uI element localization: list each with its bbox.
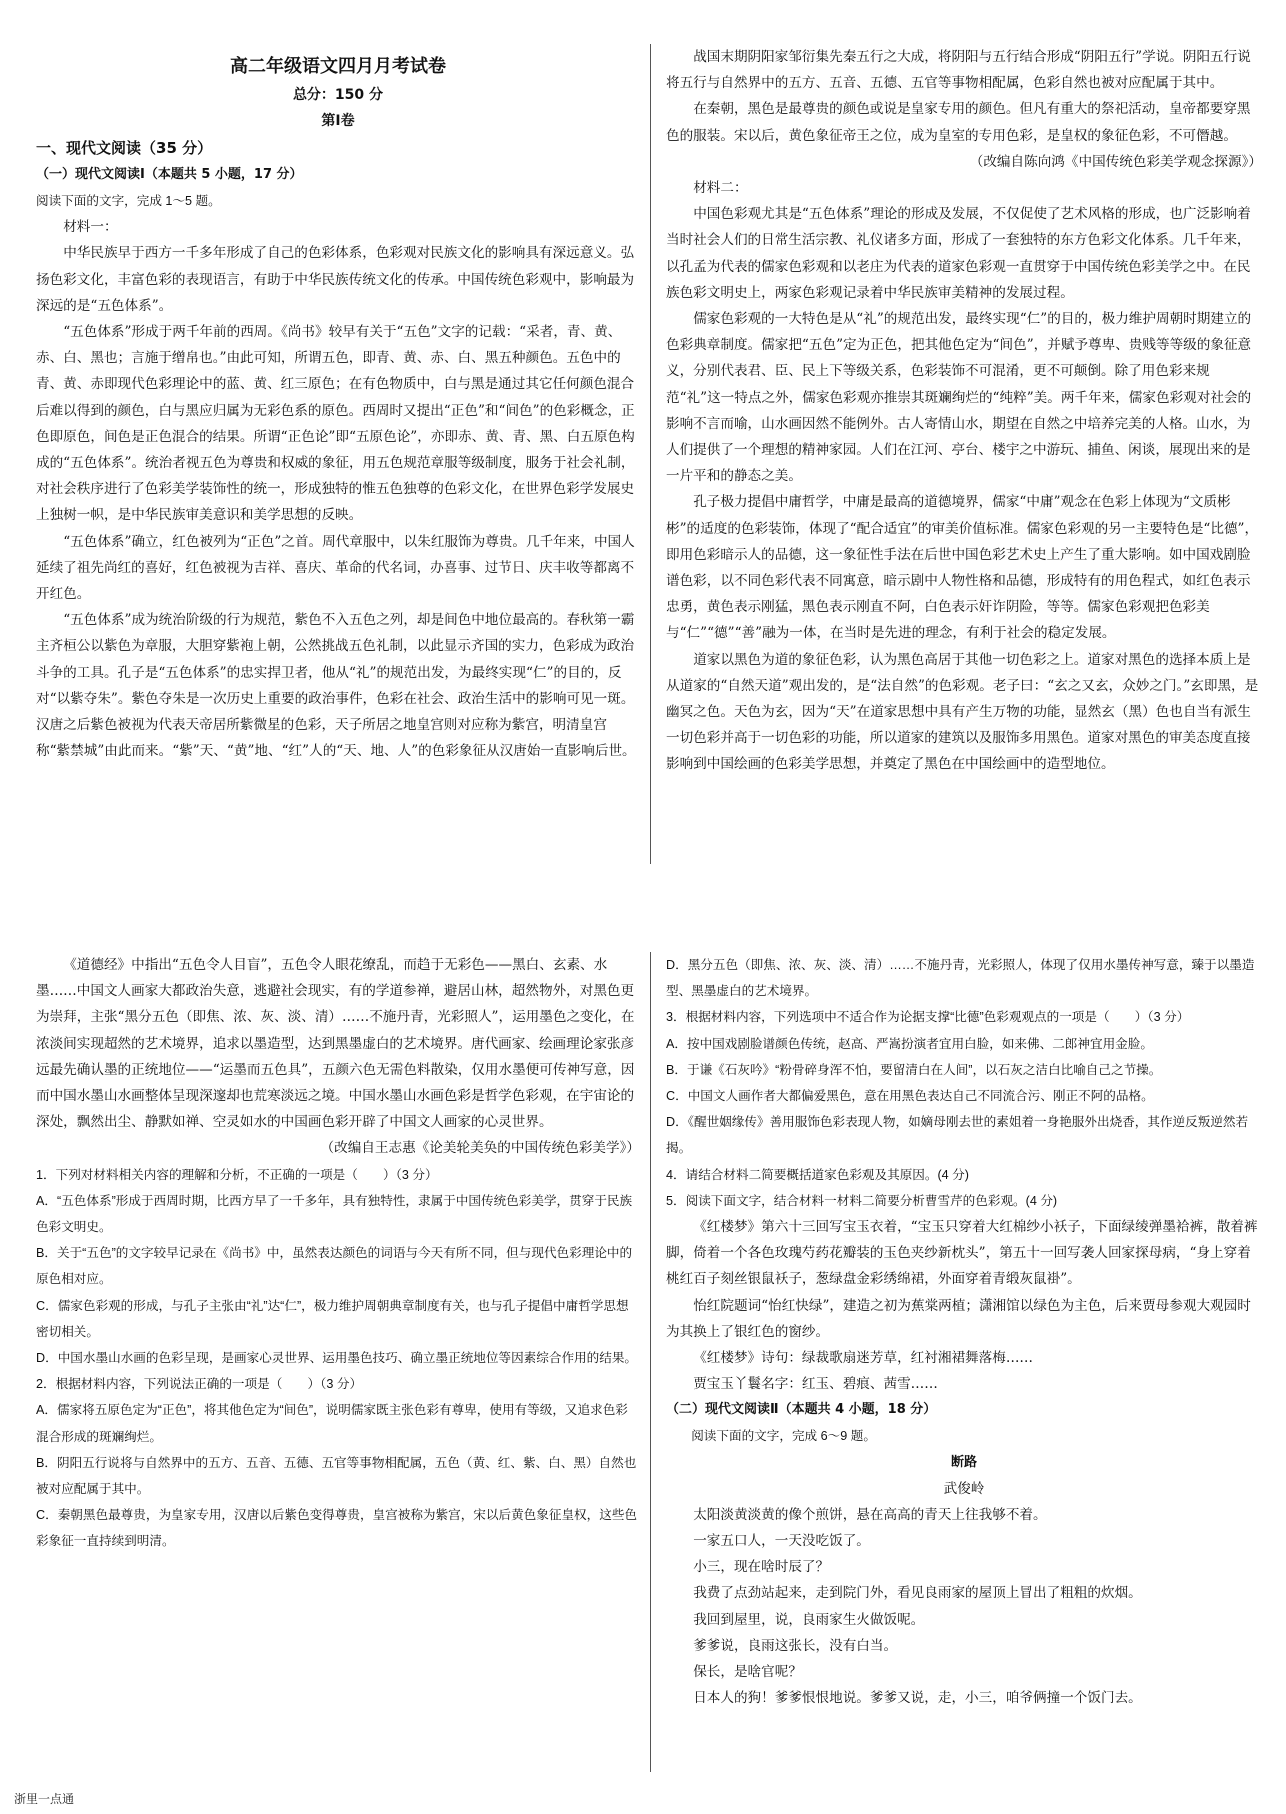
quote-line: 怡红院题词“怡红快绿”，建造之初为蕉棠两植；潇湘馆以绿色为主色，后来贾母参观大观园时为其换上了银红色的窗纱。 xyxy=(666,1297,1251,1340)
story-line: 我回到屋里，说，良雨家生火做饭呢。 xyxy=(693,1611,925,1628)
option: A．按中国戏剧脸谱颜色传统，赵高、严嵩扮演者宜用白脸，如来佛、二郎神宜用金脸。 xyxy=(666,1036,1153,1051)
story-line: 日本人的狗！爹爹恨恨地说。爹爹又说，走，小三，咱爷俩撞一个饭门去。 xyxy=(693,1690,1142,1707)
part2-heading: （二）现代文阅读Ⅱ（本题共 4 小题，18 分） xyxy=(666,1402,937,1418)
paragraph: 在秦朝，黑色是最尊贵的颜色或说是皇家专用的颜色。但凡有重大的祭祀活动，皇帝都要穿黑色的服装。宋以后，黄色象征帝王之位，成为皇室的专用色彩，是皇权的象征色彩，不可僭越。 xyxy=(666,101,1251,144)
material1-label: 材料一： xyxy=(63,219,118,236)
story-line: 我费了点劲站起来，走到院门外，看见良雨家的屋顶上冒出了粗粗的炊烟。 xyxy=(693,1585,1142,1602)
option: B．于谦《石灰吟》“粉骨碎身浑不怕，要留清白在人间”，以石灰之洁白比喻自己之节操。 xyxy=(666,1062,1162,1077)
paragraph: 孔子极力提倡中庸哲学，中庸是最高的道德境界，儒家“中庸”观念在色彩上体现为“文质彬彬”的适度的色彩装饰，体现了“配合适宜”的审美价值标准。儒家色彩观的另一主要特色是“比德”，即用色彩暗示人的品德，这一象征性手法在后世中国色彩艺术史上产生了重大影响。如中国戏剧脸谱色彩，以不同色彩代表不同寓意，暗示剧中人物性格和品德，形成特有的用色程式，如红色表示忠勇，黄色表示刚猛，黑色表示刚直不阿，白色表示奸诈阴险，等等。儒家色彩观把色彩美与“仁”“德”“善”融为一体，在当时是先进的理念，有利于社会的稳定发展。 xyxy=(666,494,1259,642)
instruction: 阅读下面的文字，完成 6～9 题。 xyxy=(691,1429,876,1444)
column-divider-top xyxy=(650,44,651,864)
question-4: 4．请结合材料二简要概括道家色彩观及其原因。(4 分) xyxy=(666,1167,969,1182)
paragraph: 儒家色彩观的一大特色是从“礼”的规范出发，最终实现“仁”的目的，极力维护周朝时期建立的色彩典章制度。儒家把“五色”定为正色，把其他色定为“间色”，并赋予尊卑、贵贱等等级的象征意义，分别代表君、臣、民上下等级关系，色彩装饰不可混淆，更不可颠倒。除了用色彩来规范“礼”这一特点之外，儒家色彩观亦推崇其斑斓绚烂的“纯粹”美。两千年来，儒家色彩观对社会的影响不言而喻，山水画因然不能例外。古人寄情山水，期望在自然之中培养完美的人格。山水，为人们提供了一个理想的精神家园。人们在江河、亭台、楼宇之中游玩、捕鱼、闲谈，展现出来的是一片平和的静态之美。 xyxy=(666,311,1252,485)
question-1: 1．下列对材料相关内容的理解和分析，不正确的一项是（ ）（3 分） xyxy=(36,1167,438,1182)
material2-label: 材料二： xyxy=(693,180,748,197)
story-title: 断路 xyxy=(950,1454,977,1470)
option: B．关于“五色”的文字较早记录在《尚书》中，虽然表达颜色的词语与今天有所不同，但与现代色彩理论中的原色相对应。 xyxy=(36,1246,633,1287)
story-line: 一家五口人，一天没吃饭了。 xyxy=(693,1533,870,1550)
story-line: 太阳淡黄淡黄的像个煎饼，悬在高高的青天上往我够不着。 xyxy=(693,1506,1047,1523)
material1-source: （改编自陈向鸿《中国传统色彩美学观念探源》） xyxy=(969,153,1262,170)
part1-heading: （一）现代文阅读Ⅰ（本题共 5 小题，17 分） xyxy=(36,167,303,182)
column-bottom-right xyxy=(666,952,1262,1711)
quote-line: 贾宝玉丫鬟名字：红玉、碧痕、茜雪…… xyxy=(693,1376,938,1393)
column-top-right xyxy=(666,44,1262,778)
option: C．儒家色彩观的形成，与孔子主张由“礼”达“仁”，极力维护周朝典章制度有关，也与孔子提倡中庸哲学思想密切相关。 xyxy=(36,1298,629,1339)
column-divider-bottom xyxy=(650,952,651,1772)
material2-source: （改编自王志惠《论美轮美奂的中国传统色彩美学》） xyxy=(320,1140,640,1157)
option: D．中国水墨山水画的色彩呈现，是画家心灵世界、运用墨色技巧、确立墨正统地位等因素综合作用的结果。 xyxy=(36,1351,638,1366)
story-line: 小三，现在啥时辰了？ xyxy=(693,1559,830,1576)
section-heading: 一、现代文阅读（35 分） xyxy=(36,139,213,157)
paragraph: 战国末期阴阳家邹衍集先秦五行之大成，将阴阳与五行结合形成“阴阳五行”学说。阴阳五行说将五行与自然界中的五方、五音、五德、五官等事物相配属，色彩自然也被对应配属于其中。 xyxy=(666,49,1251,92)
paragraph: 道家以黑色为道的象征色彩，认为黑色高居于其他一切色彩之上。道家对黑色的选择本质上是从道家的“自然天道”观出发的，是“法自然”的色彩观。老子曰：“玄之又玄，众妙之门。”玄即黑，是幽冥之色。天色为玄，因为“天”在道家思想中具有产生万物的功能，显然玄（黑）色也自当有派生一切色彩并高于一切色彩的功能，所以道家的建筑以及服饰多用黑色。道家对黑色的审美态度直接影响到中国绘画的色彩美学思想，并奠定了黑色在中国绘画中的造型地位。 xyxy=(666,651,1259,773)
story-line: 保长，是啥官呢？ xyxy=(693,1664,802,1681)
option: D．《醒世姻缘传》善用服饰色彩表现人物，如嫡母刚去世的素姐着一身艳服外出烧香，其作逆反叛逆然若揭。 xyxy=(666,1115,1249,1156)
paragraph: 《道德经》中指出“五色令人目盲”，五色令人眼花缭乱，而趋于无彩色——黑白、玄素、水墨……中国文人画家大都政治失意，逃避社会现实，有的学道参禅，避居山林，超然物外，对黑色更为崇拜，主张“黑分五色（即焦、浓、灰、淡、清）……不施丹青，光彩照人”，运用墨色之变化，在浓淡间实现超然的艺术境界，追求以墨造型，达到黑墨虚白的艺术境界。唐代画家、绘画理论家张彦远最先确认墨的正统地位——“运墨而五色具”，五颜六色无需色料散染，仅用水墨便可传神写意，因而中国水墨山水画整体呈现深邃却也荒寒淡远之境。中国水墨山水画色彩是哲学色彩观，在宇宙论的深处，飘然出尘、静默如禅、空灵如水的中国画色彩开辟了中国文人画家的心灵世界。 xyxy=(36,957,635,1131)
footer-watermark: 浙里一点通 xyxy=(14,1792,75,1806)
exam-title: 高二年级语文四月月考试卷 xyxy=(230,56,446,77)
quote-line: 《红楼梦》第六十三回写宝玉衣着，“宝玉只穿着大红棉纱小袄子，下面绿绫弹墨袷裤，散着裤脚，倚着一个各色玫瑰芍药花瓣装的玉色夹纱新枕头”，第五十一回写袭人回家探母病，“身上穿着桃红百子刻丝银鼠袄子，葱绿盘金彩绣绵裙，外面穿着青缎灰鼠褂”。 xyxy=(666,1219,1258,1288)
instruction: 阅读下面的文字，完成 1～5 题。 xyxy=(36,194,221,208)
option: A．儒家将五原色定为“正色”，将其他色定为“间色”，说明儒家既主张色彩有尊卑，使用有等级，又追求色彩混合形成的斑斓绚烂。 xyxy=(36,1403,628,1444)
paragraph: “五色体系”确立，红色被列为“正色”之首。周代章服中，以朱红服饰为尊贵。几千年来，中国人延续了祖先尚红的喜好，红色被视为吉祥、喜庆、革命的代名词，办喜事、过节日、庆丰收等都离不开红色。 xyxy=(36,533,635,603)
option: C．中国文人画作者大都偏爱黑色，意在用黑色表达自己不同流合污、刚正不阿的品格。 xyxy=(666,1089,1154,1104)
story-author: 武俊岭 xyxy=(943,1480,985,1497)
option: B．阴阳五行说将与自然界中的五方、五音、五德、五官等事物相配属，五色（黄、红、紫、白、黑）自然也被对应配属于其中。 xyxy=(36,1455,637,1497)
column-bottom-left xyxy=(36,952,640,1555)
option: D．黑分五色（即焦、浓、灰、淡、清）……不施丹青，光彩照人，体现了仅用水墨传神写意，臻于以墨造型、黑墨虚白的艺术境界。 xyxy=(666,958,1255,999)
option: C．秦朝黑色最尊贵，为皇家专用，汉唐以后紫色变得尊贵，皇宫被称为紫宫，宋以后黄色象征皇权，这些色彩象征一直持续到明清。 xyxy=(36,1508,638,1549)
paragraph: “五色体系”成为统治阶级的行为规范，紫色不入五色之列，却是间色中地位最高的。春秋第一霸主齐桓公以紫色为章服，大胆穿紫袍上朝，公然挑战五色礼制，以此显示齐国的实力，色彩成为政治斗争的工具。孔子是“五色体系”的忠实捍卫者，他从“礼”的规范出发，为最终实现“仁”的目的，反对“以紫夺朱”。紫色夺朱是一次历史上重要的政治事件，色彩在社会、政治生活中的影响可见一斑。汉唐之后紫色被视为代表天帝居所紫微星的色彩，天子所居之地皇宫则对应称为紫宫，明清皇宫称“紫禁城”由此而来。“紫”天、“黄”地、“红”人的“天、地、人”的色彩象征从汉唐始一直影响后世。 xyxy=(36,612,636,760)
quote-line: 《红楼梦》诗句：绿裁歌扇迷芳草，红衬湘裙舞落梅…… xyxy=(693,1350,1034,1367)
paragraph: 中国色彩观尤其是“五色体系”理论的形成及发展，不仅促使了艺术风格的形成，也广泛影响着当时社会人们的日常生活宗教、礼仪诸多方面，形成了一套独特的东方色彩文化体系。几千年来，以孔孟为代表的儒家色彩观和以老庄为代表的道家色彩观一直贯穿于中国传统色彩美学之中。在民族色彩文明史上，两家色彩观记录着中华民族审美精神的发展过程。 xyxy=(666,206,1251,301)
paragraph: 中华民族早于西方一千多年形成了自己的色彩体系，色彩观对民族文化的影响具有深远意义。弘扬色彩文化，丰富色彩的表现语言，有助于中华民族传统文化的传承。中国传统色彩观中，影响最为深远的是“五色体系”。 xyxy=(36,245,635,314)
question-2: 2．根据材料内容，下列说法正确的一项是（ ）（3 分） xyxy=(36,1377,363,1392)
question-3: 3．根据材料内容，下列选项中不适合作为论据支撑“比德”色彩观观点的一项是（ ）（3 分） xyxy=(666,1010,1190,1025)
total-score: 总分：150 分 xyxy=(292,87,384,103)
option: A．“五色体系”形成于西周时期，比西方早了一千多年，具有独特性，隶属于中国传统色彩美学，贯穿于民族色彩文明史。 xyxy=(36,1193,633,1235)
story-line: 爹爹说，良雨这张长，没有白当。 xyxy=(693,1637,898,1654)
question-5: 5．阅读下面文字，结合材料一材料二简要分析曹雪芹的色彩观。(4 分) xyxy=(666,1193,1058,1208)
column-top-left xyxy=(36,52,640,764)
paragraph: “五色体系”形成于两千年前的西周。《尚书》较早有关于“五色”文字的记载：“采者，青、黄、赤、白、黑也；言施于缯帛也。”由此可知，所谓五色，即青、黄、赤、白、黑五种颜色。五色中的青、黄、赤即现代色彩理论中的蓝、黄、红三原色；在有色物质中，白与黑是通过其它任何颜色混合后难以得到的颜色，白与黑应归属为无彩色系的原色。西周时又提出“正色”和“间色”的色彩概念，正色即原色，间色是正色混合的结果。所谓“正色论”即“五原色论”，亦即赤、黄、青、黑、白五原色构成的“五色体系”。统治者视五色为尊贵和权威的象征，用五色规范章服等级制度，服务于社会礼制，对社会秩序进行了色彩美学装饰性的统一，形成独特的惟五色独尊的色彩文化，在世界色彩学发展史上独树一帜，是中华民族审美意识和美学思想的反映。 xyxy=(36,324,635,524)
volume-label: 第Ⅰ卷 xyxy=(321,113,355,129)
